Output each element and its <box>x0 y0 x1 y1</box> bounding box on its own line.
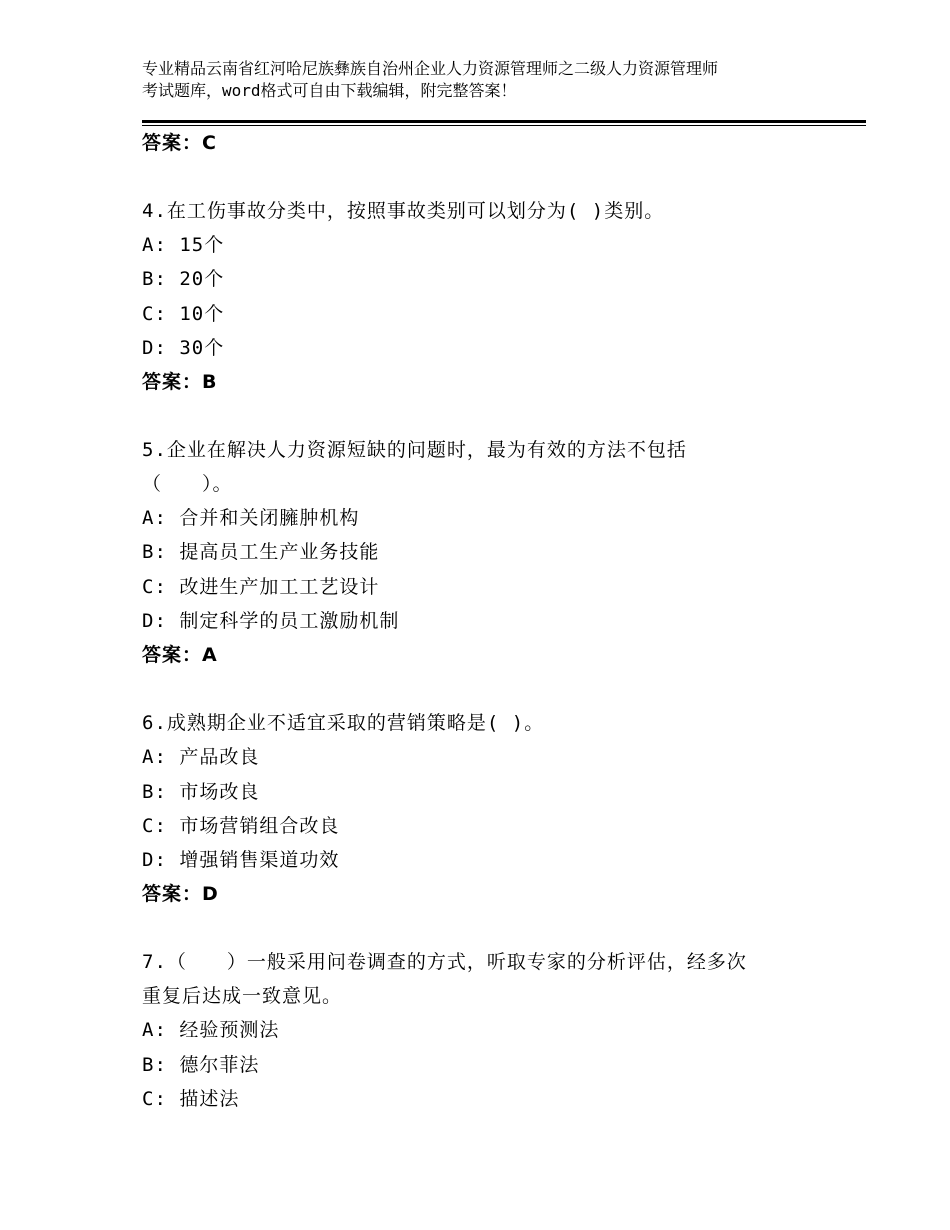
question-4-option-c: C: 10个 <box>142 303 225 325</box>
question-6-option-a: A: 产品改良 <box>142 746 260 768</box>
question-7-option-c: C: 描述法 <box>142 1088 240 1110</box>
question-4-stem: 4.在工伤事故分类中，按照事故类别可以划分为( )类别。 <box>142 200 665 222</box>
question-7-stem-line-2: 重复后达成一致意见。 <box>142 985 343 1007</box>
question-5-option-c: C: 改进生产加工工艺设计 <box>142 576 380 598</box>
header-line-1: 专业精品云南省红河哈尼族彝族自治州企业人力资源管理师之二级人力资源管理师 <box>142 59 719 78</box>
question-6-option-d: D: 增强销售渠道功效 <box>142 849 340 871</box>
question-4-answer: 答案：B <box>142 371 218 393</box>
question-7-stem-line-1: 7.（ ）一般采用问卷调查的方式，听取专家的分析评估，经多次 <box>142 951 747 973</box>
question-5-stem-line-1: 5.企业在解决人力资源短缺的问题时，最为有效的方法不包括 <box>142 439 687 461</box>
question-4-option-b: B: 20个 <box>142 268 225 290</box>
question-6-option-c: C: 市场营销组合改良 <box>142 815 340 837</box>
question-7-option-b: B: 德尔菲法 <box>142 1054 260 1076</box>
question-6-option-b: B: 市场改良 <box>142 781 260 803</box>
question-5-stem-line-2: （ ）。 <box>142 473 233 495</box>
question-6-stem: 6.成熟期企业不适宜采取的营销策略是( )。 <box>142 712 545 734</box>
question-4-option-a: A: 15个 <box>142 234 225 256</box>
document-header <box>142 58 842 102</box>
question-6-answer: 答案：D <box>142 883 219 905</box>
question-5-answer: 答案：A <box>142 644 218 666</box>
answer-previous: 答案：C <box>142 132 217 154</box>
question-5-option-d: D: 制定科学的员工激励机制 <box>142 610 400 632</box>
header-line-2: 考试题库，word格式可自由下载编辑，附完整答案！ <box>142 81 517 100</box>
question-5-option-b: B: 提高员工生产业务技能 <box>142 541 380 563</box>
header-divider-thin <box>142 125 866 126</box>
question-7-option-a: A: 经验预测法 <box>142 1019 280 1041</box>
question-4-option-d: D: 30个 <box>142 337 225 359</box>
question-5-option-a: A: 合并和关闭臃肿机构 <box>142 507 360 529</box>
header-divider-thick <box>142 120 866 123</box>
